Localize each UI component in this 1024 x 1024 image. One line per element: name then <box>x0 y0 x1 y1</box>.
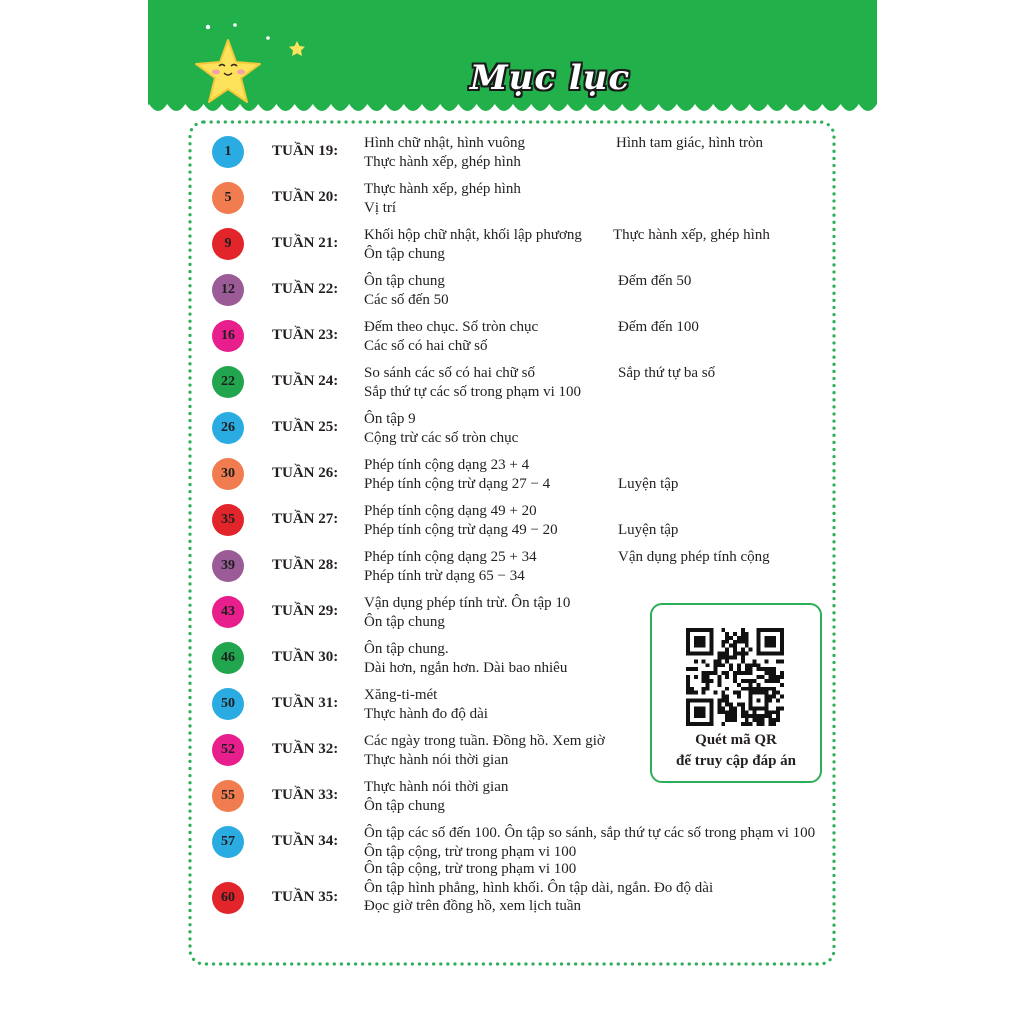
lesson-title: Ôn tập chung <box>364 797 445 814</box>
week-label: TUẦN 35: <box>272 889 339 905</box>
lesson-title: Ôn tập cộng, trừ trong phạm vi 100 <box>364 861 577 877</box>
lesson-title: Phép tính cộng trừ dạng 49 − 20 <box>364 521 558 538</box>
page <box>148 0 877 1024</box>
lesson-title: Phép tính cộng trừ dạng 27 − 4 <box>364 475 551 492</box>
toc-entry[interactable] <box>148 316 877 356</box>
page-number-badge: 60 <box>212 882 244 914</box>
page-number-badge: 22 <box>212 366 244 398</box>
week-label: TUẦN 21: <box>272 235 339 251</box>
week-label: TUẦN 23: <box>272 327 339 343</box>
week-label: TUẦN 19: <box>272 143 339 159</box>
lesson-title: Ôn tập chung. <box>364 641 449 657</box>
page-number-badge: 9 <box>212 228 244 260</box>
lesson-title-secondary: Luyện tập <box>618 521 679 538</box>
lesson-title: Thực hành xếp, ghép hình <box>364 153 521 170</box>
lesson-title: Đếm theo chục. Số tròn chục <box>364 319 539 335</box>
qr-code-icon[interactable] <box>686 628 784 726</box>
lesson-title: Vận dụng phép tính trừ. Ôn tập 10 <box>364 595 571 611</box>
lesson-title: Phép tính cộng dạng 23 + 4 <box>364 457 530 473</box>
qr-card <box>650 603 822 783</box>
toc-entry[interactable] <box>148 500 877 540</box>
qr-caption-line1: Quét mã QR <box>695 732 777 748</box>
lesson-title: Phép tính trừ dạng 65 − 34 <box>364 567 525 584</box>
page-number-badge: 39 <box>212 550 244 582</box>
lesson-title-secondary: Thực hành xếp, ghép hình <box>613 227 770 243</box>
lesson-title-secondary: Đếm đến 100 <box>618 319 699 335</box>
lesson-title: Phép tính cộng dạng 25 + 34 <box>364 549 537 565</box>
lesson-title-secondary: Vận dụng phép tính cộng <box>618 549 770 565</box>
toc-entry[interactable] <box>148 822 877 862</box>
week-label: TUẦN 29: <box>272 603 339 619</box>
page-number-badge: 52 <box>212 734 244 766</box>
lesson-title: Các ngày trong tuần. Đồng hồ. Xem giờ <box>364 733 605 749</box>
toc-entry[interactable] <box>148 178 877 218</box>
week-label: TUẦN 22: <box>272 281 339 297</box>
toc-entry[interactable] <box>148 362 877 402</box>
page-number-badge: 5 <box>212 182 244 214</box>
lesson-title: Ôn tập 9 <box>364 411 416 427</box>
lesson-title: Các số có hai chữ số <box>364 337 488 354</box>
lesson-title: Ôn tập chung <box>364 613 445 630</box>
page-number-badge: 43 <box>212 596 244 628</box>
week-label: TUẦN 33: <box>272 787 339 803</box>
page-number-badge: 50 <box>212 688 244 720</box>
toc-entry[interactable] <box>148 270 877 310</box>
lesson-title: Thực hành nói thời gian <box>364 751 509 768</box>
toc-entry[interactable] <box>148 224 877 264</box>
page-title: Mục lục <box>470 58 631 98</box>
week-label: TUẦN 20: <box>272 189 339 205</box>
page-number-badge: 55 <box>212 780 244 812</box>
lesson-title: Khối hộp chữ nhật, khối lập phương <box>364 227 582 243</box>
page-number-badge: 30 <box>212 458 244 490</box>
page-number-badge: 46 <box>212 642 244 674</box>
toc-entry[interactable] <box>148 861 877 914</box>
lesson-title: Dài hơn, ngắn hơn. Dài bao nhiêu <box>364 659 568 676</box>
week-label: TUẦN 31: <box>272 695 339 711</box>
qr-caption-line2: để truy cập đáp án <box>675 753 797 769</box>
lesson-title: Thực hành xếp, ghép hình <box>364 181 521 197</box>
week-label: TUẦN 25: <box>272 419 339 435</box>
toc-entry[interactable] <box>148 454 877 494</box>
lesson-title: Thực hành đo độ dài <box>364 705 488 722</box>
page-number-badge: 35 <box>212 504 244 536</box>
page-number-badge: 1 <box>212 136 244 168</box>
week-label: TUẦN 24: <box>272 373 339 389</box>
lesson-title-secondary: Đếm đến 50 <box>618 273 692 289</box>
lesson-title-secondary: Hình tam giác, hình tròn <box>616 135 764 151</box>
week-label: TUẦN 27: <box>272 511 339 527</box>
page-number-badge: 57 <box>212 826 244 858</box>
toc-entry[interactable] <box>148 546 877 586</box>
lesson-title: Đọc giờ trên đồng hồ, xem lịch tuần <box>364 898 582 914</box>
week-label: TUẦN 34: <box>272 833 339 849</box>
lesson-title: Cộng trừ các số tròn chục <box>364 429 519 446</box>
lesson-title: Thực hành nói thời gian <box>364 779 509 795</box>
lesson-title-secondary: Sắp thứ tự ba số <box>618 365 716 381</box>
lesson-title-secondary: Luyện tập <box>618 475 679 492</box>
lesson-title: Xăng-ti-mét <box>364 687 438 703</box>
week-label: TUẦN 30: <box>272 649 339 665</box>
week-label: TUẦN 26: <box>272 465 339 481</box>
toc-entry[interactable] <box>148 132 877 172</box>
page-number-badge: 16 <box>212 320 244 352</box>
toc-entry[interactable] <box>148 408 877 448</box>
lesson-title: Sắp thứ tự các số trong phạm vi 100 <box>364 383 582 400</box>
lesson-title: Phép tính cộng dạng 49 + 20 <box>364 503 537 519</box>
page-number-badge: 26 <box>212 412 244 444</box>
lesson-title: Ôn tập chung <box>364 245 445 262</box>
lesson-title: Các số đến 50 <box>364 291 449 308</box>
lesson-title: Hình chữ nhật, hình vuông <box>364 135 526 151</box>
lesson-title: Ôn tập chung <box>364 273 445 289</box>
page-number-badge: 12 <box>212 274 244 306</box>
week-label: TUẦN 28: <box>272 557 339 573</box>
lesson-title: Vị trí <box>364 199 397 216</box>
lesson-title: So sánh các số có hai chữ số <box>364 365 536 381</box>
lesson-title: Ôn tập hình phẳng, hình khối. Ôn tập dài, ngắn. Đo độ dài <box>364 879 714 896</box>
lesson-title: Ôn tập cộng, trừ trong phạm vi 100 <box>364 843 577 860</box>
lesson-title: Ôn tập các số đến 100. Ôn tập so sánh, sắp thứ tự các số trong phạm vi 100 <box>364 825 816 841</box>
week-label: TUẦN 32: <box>272 741 339 757</box>
